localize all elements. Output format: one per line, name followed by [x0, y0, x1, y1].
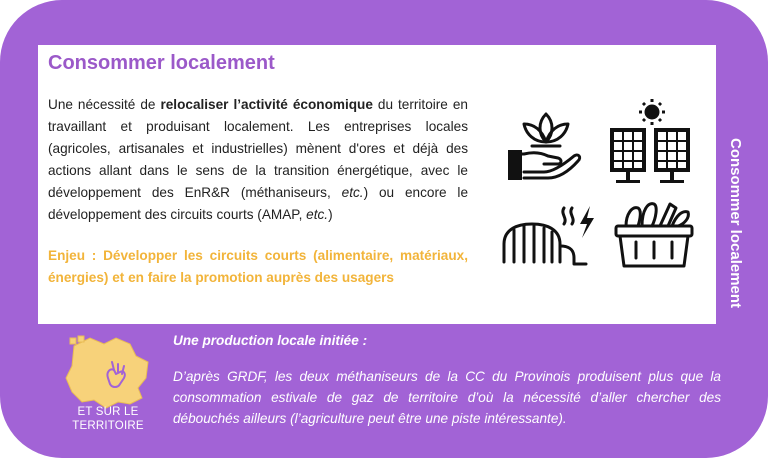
- hand-plant-icon: [500, 102, 592, 182]
- side-title-wrap: [722, 138, 752, 338]
- production-title: Une production locale initiée :: [173, 333, 368, 348]
- intro-text-1: Une nécessité de: [48, 97, 161, 112]
- intro-paragraph: [48, 94, 468, 226]
- page-title: Consommer localement: [48, 52, 275, 74]
- intro-etc-1: etc.: [341, 185, 364, 200]
- intro-text-2: du territoire en travaillant et produisant localement. Les entreprises locales (agricoles, artisanales et industrielles) mènent d'ores et déjà des actions allant dans le sens de la transition énergétique, avec le développement des EnR&R (méthaniseurs,: [48, 97, 468, 200]
- territory-label-line1: ET SUR LE: [77, 406, 139, 418]
- energy-heat-icon: [498, 204, 598, 268]
- food-basket-icon: [612, 196, 696, 270]
- intro-text-3: ) ou encore le développement des circuits courts (AMAP,: [48, 185, 468, 222]
- side-title: Consommer localement: [727, 138, 744, 309]
- territory-label-line2: TERRITOIRE: [72, 420, 144, 432]
- stake-paragraph: Enjeu : Développer les circuits courts (alimentaire, matériaux, énergies) et en faire la promotion auprès des usagers: [48, 248, 468, 285]
- production-text: D’après GRDF, les deux méthaniseurs de la CC du Provinois produisent plus que la consommation estivale de gaz de territoire d’où la nécessité d’aller chercher des débouchés ailleurs (l’agriculture peut être une piste intéressante).: [173, 369, 721, 426]
- intro-text-4: ): [328, 207, 333, 222]
- solar-panels-icon: [606, 98, 696, 184]
- territory-label: [58, 405, 158, 433]
- intro-bold: relocaliser l’activité économique: [160, 97, 373, 112]
- intro-etc-2: etc.: [306, 207, 329, 222]
